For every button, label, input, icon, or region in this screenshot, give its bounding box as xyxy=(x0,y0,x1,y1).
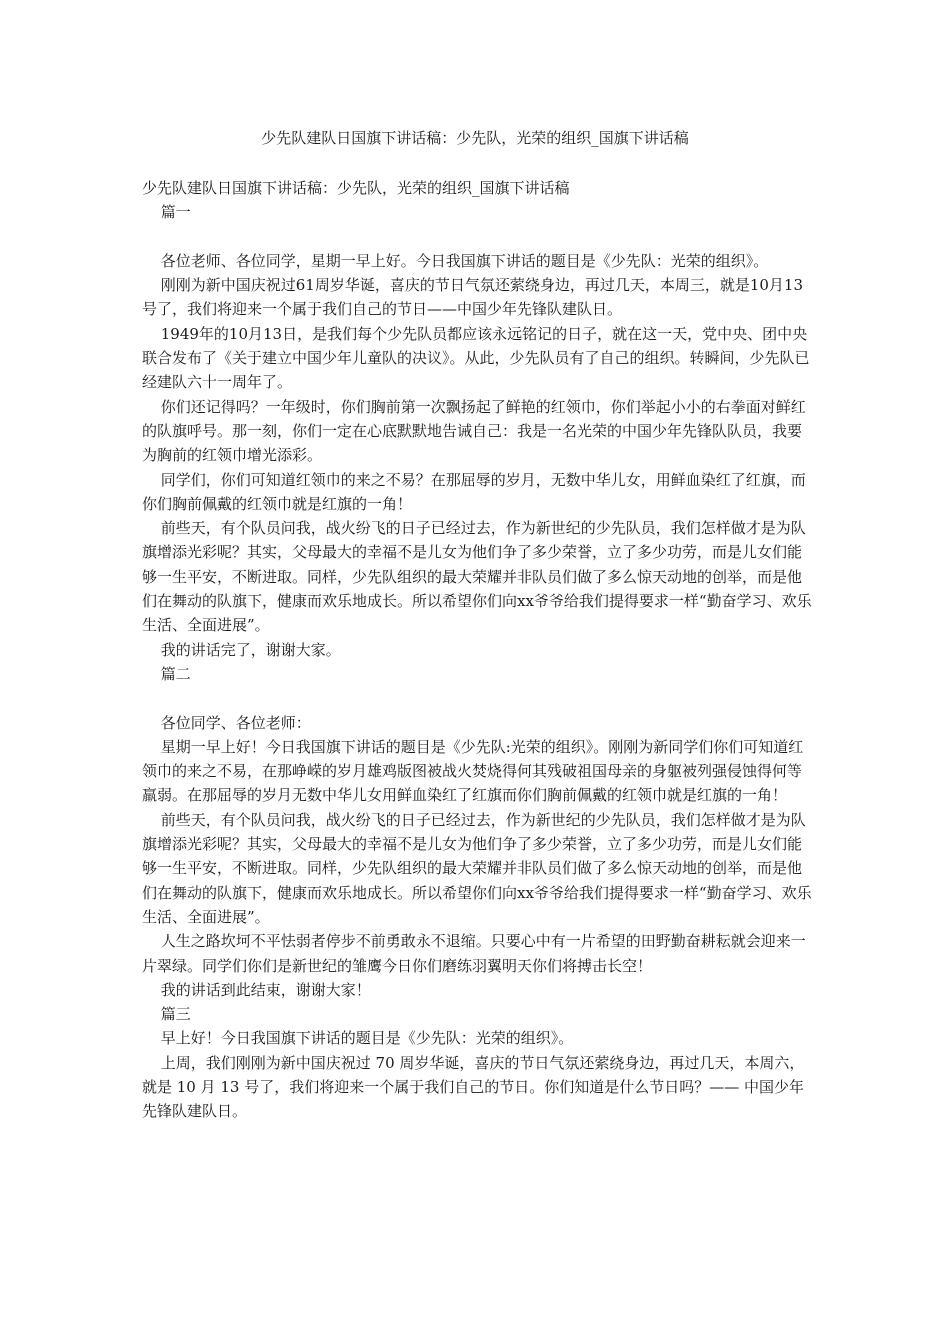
document-title: 少先队建队日国旗下讲话稿：少先队，光荣的组织_国旗下讲话稿 xyxy=(261,129,689,147)
paragraph: 前些天，有个队员问我，战火纷飞的日子已经过去，作为新世纪的少先队员，我们怎样做才是为队旗增添光彩呢？其实，父母最大的幸福不是儿女为他们争了多少荣誉，立了多少功劳，而是儿女们能够一生平安，不断进取。同样，少先队组织的最大荣耀并非队员们做了多么惊天动地的创举，而是他们在舞动的队旗下，健康而欢乐地成长。所以希望你们向xx爷爷给我们提得要求一样“勤奋学习、欢乐生活、全面进展”。 xyxy=(142,519,812,635)
paragraph: 各位同学、各位老师： xyxy=(160,713,311,732)
paragraph: 我的讲话到此结束，谢谢大家！ xyxy=(160,980,371,999)
blank-line xyxy=(142,686,814,710)
section-heading: 篇三 xyxy=(160,1005,191,1024)
paragraph: 你们还记得吗？一年级时，你们胸前第一次飘扬起了鲜艳的红领巾，你们举起小小的右拳面对鲜红的队旗呼号。那一刻，你们一定在心底默默地告诫自己：我是一名光荣的中国少年先锋队队员，我要为胸前的红领巾增光添彩。 xyxy=(142,397,806,465)
section-heading: 篇一 xyxy=(160,203,191,222)
document-body xyxy=(142,176,814,1124)
paragraph: 人生之路坎坷不平怯弱者停步不前勇敢永不退缩。只要心中有一片希望的田野勤奋耕耘就会迎来一片翠绿。同学们你们是新世纪的雏鹰今日你们磨练羽翼明天你们将搏击长空！ xyxy=(142,932,806,975)
paragraph: 同学们，你们可知道红领巾的来之不易？在那屈辱的岁月，无数中华儿女，用鲜血染红了红旗，而你们胸前佩戴的红领巾就是红旗的一角！ xyxy=(142,470,806,513)
paragraph: 1949年的10月13日，是我们每个少先队员都应该永远铭记的日子，就在这一天，党中央、团中央联合发布了《关于建立中国少年儿童队的决议》。从此，少先队员有了自己的组织。转瞬间，少先队已经建队六十一周年了。 xyxy=(142,324,810,392)
paragraph: 前些天，有个队员问我，战火纷飞的日子已经过去，作为新世纪的少先队员，我们怎样做才是为队旗增添光彩呢？其实，父母最大的幸福不是儿女为他们争了多少荣誉，立了多少功劳，而是儿女们能够一生平安，不断进取。同样，少先队组织的最大荣耀并非队员们做了多么惊天动地的创举，而是他们在舞动的队旗下，健康而欢乐地成长。所以希望你们向xx爷爷给我们提得要求一样“勤奋学习、欢乐生活、全面进展”。 xyxy=(142,810,812,926)
paragraph: 上周，我们刚刚为新中国庆祝过 70 周岁华诞，喜庆的节日气氛还萦绕身边，再过几天，本周六，就是 10 月 13 号了，我们将迎来一个属于我们自己的节日。你们知道是什么节日吗？—— 中国少年先锋队建队日。 xyxy=(142,1053,805,1121)
paragraph: 我的讲话完了，谢谢大家。 xyxy=(160,640,341,659)
blank-line xyxy=(142,225,814,249)
paragraph: 早上好！今日我国旗下讲话的题目是《少先队：光荣的组织》。 xyxy=(160,1029,574,1048)
paragraph: 刚刚为新中国庆祝过61周岁华诞，喜庆的节日气氛还萦绕身边，再过几天，本周三，就是10月13号了，我们将迎来一个属于我们自己的节日——中国少年先锋队建队日。 xyxy=(142,276,804,319)
paragraph: 各位老师、各位同学，星期一早上好。今日我国旗下讲话的题目是《少先队：光荣的组织》。 xyxy=(160,251,769,270)
section-heading: 篇二 xyxy=(160,664,191,683)
paragraph: 星期一早上好！今日我国旗下讲话的题目是《少先队:光荣的组织》。刚刚为新同学们你们可知道红领巾的来之不易，在那峥嵘的岁月雄鸡版图被战火焚烧得何其残破祖国母亲的身躯被列强侵蚀得何等羸弱。在那屈辱的岁月无数中华儿女用鲜血染红了红旗而你们胸前佩戴的红领巾就是红旗的一角！ xyxy=(142,737,804,805)
document-subtitle: 少先队建队日国旗下讲话稿：少先队，光荣的组织_国旗下讲话稿 xyxy=(142,179,570,197)
